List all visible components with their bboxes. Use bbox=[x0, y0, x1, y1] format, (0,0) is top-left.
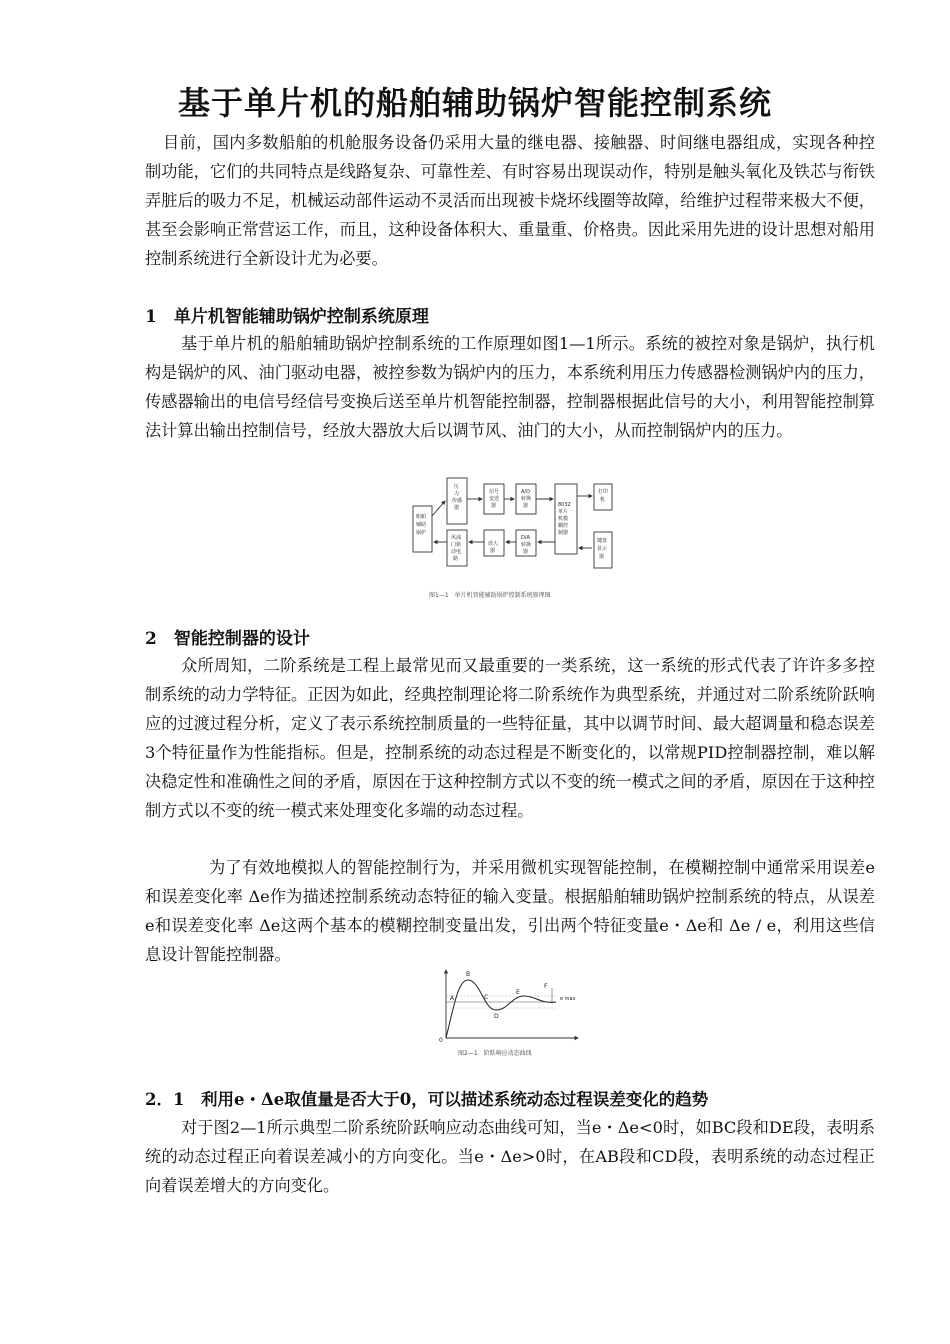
origin-label: 0 bbox=[439, 1037, 443, 1044]
ad-label: A/D 转换器 bbox=[521, 489, 532, 509]
boiler-block bbox=[413, 506, 432, 552]
section-1-paragraph: 基于单片机的船舶辅助锅炉控制系统的工作原理如图1—1所示。系统的被控对象是锅炉，执行机构是锅炉的风、油门驱动电器，被控参数为锅炉内的压力，本系统利用压力传感器检测锅炉内的压力，传感器输出的电信号经信号变换后送至单片机智能控制器，控制器根据此信号的大小，利用智能控制算法计算出输出控制信号，经放大器放大后以调节风、油门的大小，从而控制锅炉内的压力。 bbox=[145, 334, 875, 440]
step-response-svg bbox=[428, 966, 588, 1062]
keyboard-label: 键盘显示器 bbox=[597, 538, 608, 560]
point-f-label: F bbox=[544, 983, 548, 990]
point-b-label: B bbox=[466, 971, 471, 978]
section-2-paragraph-1: 众所周知，二阶系统是工程上最常见而又最重要的一类系统，这一系统的形式代表了许许多多控制系统的动力学特征。正因为如此，经典控制理论将二阶系统作为典型系统，并通过对二阶系统阶跃响应的过渡过程分析，定义了表示系统控制质量的一些特征量，其中以调节时间、最大超调量和稳态误差3个特征量作为性能指标。但是，控制系统的动态过程是不断变化的，以常规PID控制器控制，难以解决稳定性和准确性之间的矛盾，原因在于这种控制方式以不变的统一模式之间的矛盾，原因在于这种控制方式以不变的统一模式来处理变化多端的动态过程。 bbox=[145, 656, 875, 820]
point-c-label: C bbox=[484, 994, 489, 1001]
driver-label: 风油门驱动电路 bbox=[451, 535, 462, 562]
section-2-1-paragraph: 对于图2—1所示典型二阶系统阶跃响应动态曲线可知，当e・Δe<0时，如BC段和DE段，表明系统的动态过程正向着误差减小的方向变化。当e・Δe>0时，在AB段和CD段，表明系统的动态过程正向着误差增大的方向变化。 bbox=[145, 1118, 875, 1195]
signal-converter-label: 信号变送器 bbox=[489, 489, 500, 509]
amplifier-label: 放大器 bbox=[488, 541, 499, 554]
figure-2-caption: 图2—1 阶跃响应动态曲线 bbox=[458, 1050, 532, 1057]
emax-label: e max bbox=[560, 996, 576, 1002]
figure-1-block-diagram bbox=[395, 476, 625, 604]
page-title: 基于单片机的船舶辅助锅炉智能控制系统 bbox=[177, 84, 772, 122]
point-e-label: E bbox=[516, 989, 520, 996]
section-2-1-heading: 2．1 利用e・Δe取值量是否大于0，可以描述系统动态过程误差变化的趋势 bbox=[145, 1090, 709, 1109]
block-diagram-svg bbox=[395, 476, 625, 604]
printer-label: 打印机 bbox=[598, 489, 609, 503]
figure-2-step-response bbox=[428, 966, 588, 1062]
section-1-heading: 1 单片机智能辅助锅炉控制系统原理 bbox=[145, 307, 429, 327]
section-2-paragraph-2: 为了有效地模拟人的智能控制行为，并采用微机实现智能控制，在模糊控制中通常采用误差e和误差变化率 Δe作为描述控制系统动态特征的输入变量。根据船舶辅助锅炉控制系统的特点，从误差e和误差变化率 Δe这两个基本的模糊控制变量出发，引出两个特征变量e・Δe和 Δe / e，利用这些信息设计智能控制器。 bbox=[145, 858, 875, 964]
point-a-label: A bbox=[450, 995, 455, 1002]
point-d-label: D bbox=[494, 1013, 499, 1020]
intro-paragraph: 目前，国内多数船舶的机舱服务设备仍采用大量的继电器、接触器、时间继电器组成，实现各种控制功能，它们的共同特点是线路复杂、可靠性差、有时容易出现误动作，特别是触头氧化及铁芯与衔铁弄脏后的吸力不足，机械运动部件运动不灵活而出现被卡烧坏线圈等故障，给维护过程带来极大不便，甚至会影响正常营运工作，而且，这种设备体积大、重量重、价格贵。因此采用先进的设计思想对船用控制系统进行全新设计尤为必要。 bbox=[145, 133, 875, 268]
response-curve bbox=[446, 980, 556, 1038]
section-2-heading: 2 智能控制器的设计 bbox=[145, 629, 310, 649]
figure-1-caption: 图1—1 单片机智能辅助锅炉控制系统原理图 bbox=[429, 592, 551, 599]
pressure-sensor-label: 压力传感器 bbox=[452, 484, 463, 511]
da-label: D/A 转换器 bbox=[521, 535, 532, 555]
boiler-label: 船舶辅助锅炉 bbox=[416, 514, 427, 536]
mcu-label: 8032 单片机模糊控制器 bbox=[558, 502, 571, 536]
